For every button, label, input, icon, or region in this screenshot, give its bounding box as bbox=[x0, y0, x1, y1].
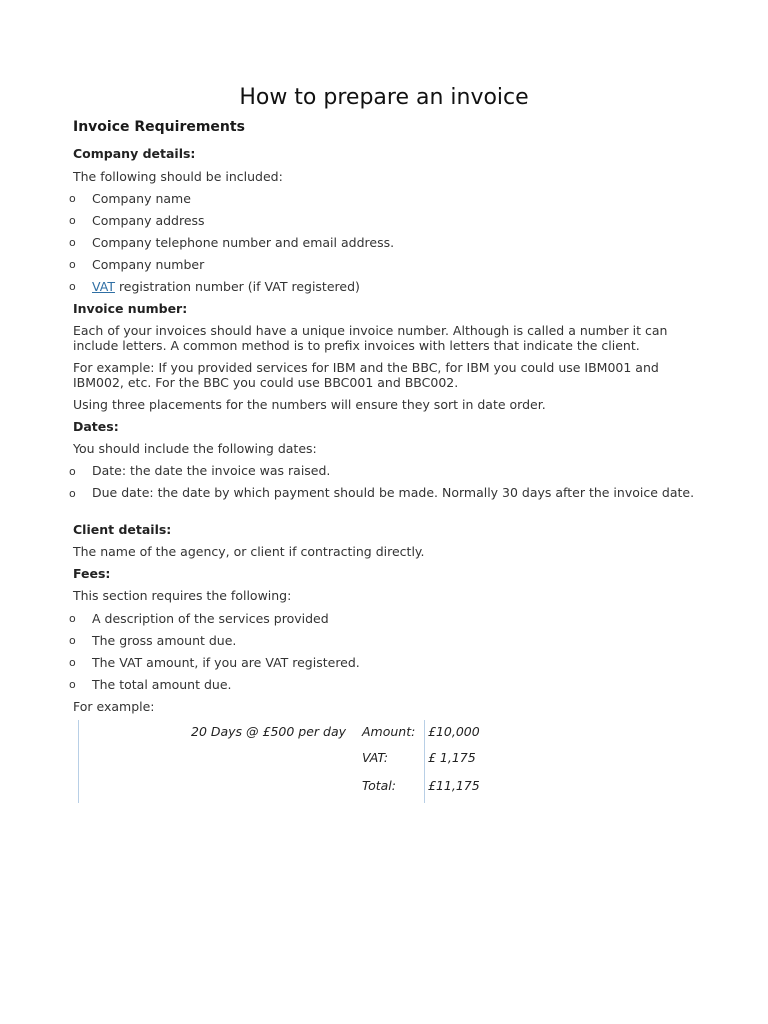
invoice-number-paragraph-3: Using three placements for the numbers will ensure they sort in date order. bbox=[73, 397, 546, 412]
list-item: Company telephone number and email address. bbox=[92, 235, 395, 250]
bullet-icon: o bbox=[69, 612, 76, 625]
dates-intro: You should include the following dates: bbox=[73, 441, 317, 456]
list-item: The VAT amount, if you are VAT registered. bbox=[92, 655, 360, 670]
invoice-number-paragraph-2: For example: If you provided services for IBM and the BBC, for IBM you could use IBM001 and IBM002, etc. For the BBC you could use BBC001 and BBC002. bbox=[73, 360, 659, 390]
bullet-icon: o bbox=[69, 192, 76, 205]
table-divider bbox=[424, 720, 425, 803]
fees-example-intro: For example: bbox=[73, 699, 155, 714]
bullet-icon: o bbox=[69, 678, 76, 691]
dates-heading: Dates: bbox=[73, 419, 119, 434]
bullet-icon: o bbox=[69, 487, 76, 500]
fees-heading: Fees: bbox=[73, 566, 111, 581]
bullet-icon: o bbox=[69, 236, 76, 249]
bullet-icon: o bbox=[69, 634, 76, 647]
company-details-intro: The following should be included: bbox=[73, 169, 283, 184]
list-item: The total amount due. bbox=[92, 677, 232, 692]
list-item: The gross amount due. bbox=[92, 633, 237, 648]
list-item: A description of the services provided bbox=[92, 611, 329, 626]
bullet-icon: o bbox=[69, 465, 76, 478]
list-item: Due date: the date by which payment should be made. Normally 30 days after the invoice date. bbox=[92, 485, 695, 500]
page-title: How to prepare an invoice bbox=[239, 85, 529, 110]
vat-item-text: registration number (if VAT registered) bbox=[114, 279, 360, 294]
list-item: Company number bbox=[92, 257, 205, 272]
table-value: £11,175 bbox=[428, 778, 480, 793]
table-description: 20 Days @ £500 per day bbox=[191, 724, 347, 739]
list-item: Company address bbox=[92, 213, 205, 228]
table-value: £ 1,175 bbox=[428, 750, 476, 765]
client-details-text: The name of the agency, or client if contracting directly. bbox=[73, 544, 425, 559]
invoice-number-heading: Invoice number: bbox=[73, 301, 188, 316]
invoice-number-paragraph-1: Each of your invoices should have a unique invoice number. Although is called a number it can include letters. A common method is to prefix invoices with letters that indicate the client. bbox=[73, 323, 668, 353]
client-details-heading: Client details: bbox=[73, 522, 172, 537]
bullet-icon: o bbox=[69, 280, 76, 293]
bullet-icon: o bbox=[69, 214, 76, 227]
list-item: Date: the date the invoice was raised. bbox=[92, 463, 331, 478]
table-label: Amount: bbox=[362, 724, 416, 739]
table-label: Total: bbox=[362, 778, 396, 793]
list-item: Company name bbox=[92, 191, 191, 206]
vat-link[interactable]: VAT bbox=[92, 279, 115, 294]
list-item-vat bbox=[92, 279, 702, 294]
fees-intro: This section requires the following: bbox=[73, 588, 292, 603]
company-details-heading: Company details: bbox=[73, 146, 196, 161]
bullet-icon: o bbox=[69, 656, 76, 669]
table-label: VAT: bbox=[362, 750, 389, 765]
table-value: £10,000 bbox=[428, 724, 480, 739]
bullet-icon: o bbox=[69, 258, 76, 271]
section-heading: Invoice Requirements bbox=[73, 119, 245, 135]
